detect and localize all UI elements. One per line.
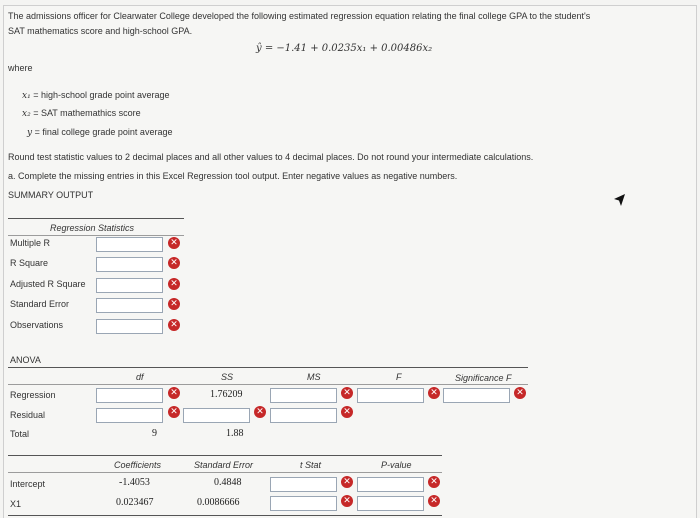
anova-residual-label: Residual — [10, 410, 46, 420]
regression-ms-input[interactable] — [270, 388, 337, 403]
coef-header-t-stat: t Stat — [300, 460, 322, 470]
intercept-p-value-input[interactable] — [357, 477, 424, 492]
reg-stats-header-rule — [8, 235, 184, 236]
x-circle-icon: ✕ — [341, 406, 353, 418]
r-square-input[interactable] — [96, 257, 163, 272]
mouse-pointer-icon — [613, 193, 627, 207]
coef-header-standard-error: Standard Error — [194, 460, 254, 470]
total-ss-value: 1.88 — [226, 428, 244, 439]
total-df-value: 9 — [152, 428, 157, 439]
anova-header-df: df — [136, 372, 144, 382]
x-circle-icon: ✕ — [168, 387, 180, 399]
def-x2-text: = SAT mathemathics score — [33, 108, 141, 118]
coef-row-label-x1: X1 — [10, 499, 22, 509]
coef-header-p-value: P-value — [381, 460, 412, 470]
regression-ss-value: 1.76209 — [210, 389, 243, 400]
reg-stat-label-adjusted-r-square: Adjusted R Square — [10, 279, 86, 289]
observations-input[interactable] — [96, 319, 163, 334]
part-a-instruction: a. Complete the missing entries in this Excel Regression tool output. Enter negative values as negative numbers. — [8, 171, 458, 181]
x-circle-icon: ✕ — [428, 495, 440, 507]
x-circle-icon: ✕ — [428, 387, 440, 399]
coef-top-rule — [8, 455, 442, 456]
adjusted-r-square-input[interactable] — [96, 278, 163, 293]
anova-header-ss: SS — [221, 372, 234, 382]
regression-equation: ŷ = −1.41 + 0.0235x₁ + 0.00486x₂ — [256, 43, 433, 54]
def-x1 — [22, 90, 170, 101]
x-circle-icon: ✕ — [254, 406, 266, 418]
x-circle-icon: ✕ — [514, 387, 526, 399]
standard-error-input[interactable] — [96, 298, 163, 313]
def-y-symbol: y — [27, 128, 33, 138]
rounding-note: Round test statistic values to 2 decimal places and all other values to 4 decimal places. Do not round your intermediate calculations. — [8, 152, 534, 162]
reg-stat-label-observations: Observations — [10, 320, 64, 330]
x-circle-icon: ✕ — [168, 406, 180, 418]
x1-p-value-input[interactable] — [357, 496, 424, 511]
x-circle-icon: ✕ — [341, 495, 353, 507]
def-x2-symbol: x₂ — [22, 109, 31, 119]
reg-stats-header: Regression Statistics — [50, 223, 135, 233]
x1-coefficient-value: 0.023467 — [116, 497, 154, 508]
anova-regression-label: Regression — [10, 390, 56, 400]
regression-df-input[interactable] — [96, 388, 163, 403]
x-circle-icon: ✕ — [168, 237, 180, 249]
reg-stats-top-rule — [8, 218, 184, 219]
intro-text: The admissions officer for Clearwater College developed the following estimated regression equation relating the final college GPA to the student's — [8, 11, 591, 21]
def-x1-text: = high-school grade point average — [33, 90, 170, 100]
anova-total-label: Total — [10, 429, 30, 439]
anova-header-significance-f: Significance F — [455, 373, 512, 383]
coef-bottom-rule — [8, 515, 442, 516]
def-y-text: = final college grade point average — [34, 127, 173, 137]
x-circle-icon: ✕ — [168, 298, 180, 310]
multiple-r-input[interactable] — [96, 237, 163, 252]
x-circle-icon: ✕ — [168, 278, 180, 290]
intercept-coefficient-value: -1.4053 — [119, 477, 150, 488]
anova-header-ms: MS — [307, 372, 321, 382]
coef-header-rule — [8, 472, 442, 473]
summary-output-label: SUMMARY OUTPUT — [8, 190, 94, 200]
where-label: where — [8, 63, 33, 73]
reg-stat-label-r-square: R Square — [10, 258, 49, 268]
regression-f-input[interactable] — [357, 388, 424, 403]
x-circle-icon: ✕ — [341, 387, 353, 399]
anova-top-rule — [8, 367, 528, 368]
coef-header-coefficients: Coefficients — [114, 460, 162, 470]
intercept-t-stat-input[interactable] — [270, 477, 337, 492]
def-y — [27, 127, 172, 138]
reg-stat-label-multiple-r: Multiple R — [10, 238, 51, 248]
anova-title: ANOVA — [10, 355, 41, 365]
x1-standard-error-value: 0.0086666 — [197, 497, 240, 508]
x-circle-icon: ✕ — [168, 319, 180, 331]
x1-t-stat-input[interactable] — [270, 496, 337, 511]
intro-text-2: SAT mathematics score and high-school GPA. — [8, 26, 193, 36]
x-circle-icon: ✕ — [341, 476, 353, 488]
intercept-standard-error-value: 0.4848 — [214, 477, 242, 488]
residual-ms-input[interactable] — [270, 408, 337, 423]
significance-f-input[interactable] — [443, 388, 510, 403]
reg-stat-label-standard-error: Standard Error — [10, 299, 70, 309]
coef-row-label-intercept: Intercept — [10, 479, 46, 489]
x-circle-icon: ✕ — [168, 257, 180, 269]
residual-ss-input[interactable] — [183, 408, 250, 423]
residual-df-input[interactable] — [96, 408, 163, 423]
def-x1-symbol: x₁ — [22, 91, 31, 101]
anova-header-f: F — [396, 372, 402, 382]
anova-header-rule — [8, 384, 528, 385]
def-x2 — [22, 108, 141, 119]
x-circle-icon: ✕ — [428, 476, 440, 488]
